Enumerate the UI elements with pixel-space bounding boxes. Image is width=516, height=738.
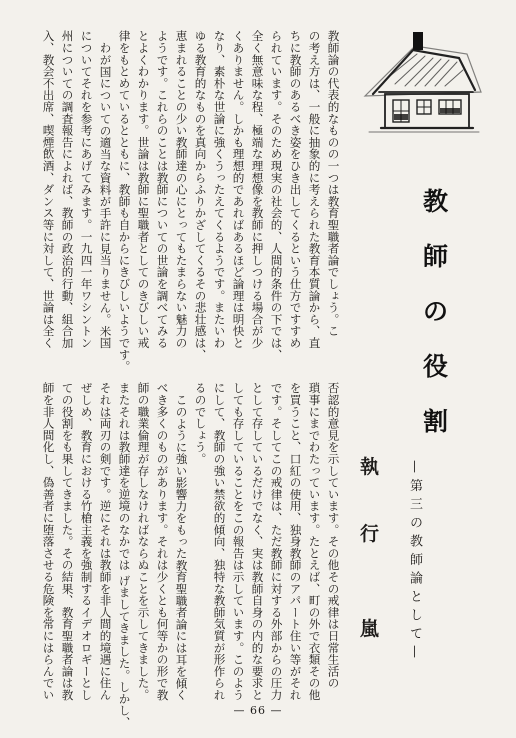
body-line: として存しているだけでなく、実は教師自身の内的な要求と: [250, 382, 265, 701]
body-line: 否認的意見を示しています。その他その戒律は日常生活の: [326, 382, 341, 689]
body-line: なり、素朴な世論に強くうったえてくるようです。またいわ: [212, 30, 227, 349]
body-line: 州についての調査報告によれば、教師の政治的行動、組合加: [60, 30, 75, 349]
body-line: わが国についての適当な資料が手許に見当りません。米国: [98, 42, 113, 349]
body-line: ちに教師のあるべき姿をひき出してくるという仕方ですすめ: [288, 30, 303, 349]
body-line: 全く無意味な程、極端な理想像を教師に押しつける場合が少: [250, 30, 265, 349]
body-line: についてそれを参考にあげてみます。一九四一年ワシントン: [79, 30, 94, 349]
author-char: 執: [360, 456, 380, 478]
title-char: 役: [423, 352, 449, 381]
author-char: 嵐: [360, 618, 380, 640]
body-line: 律をもとめているとともに、教師も自からにきびしいようです。: [117, 30, 132, 373]
body-line: 教師論の代表的なものの一つは教育聖職者論でしょう。こ: [326, 30, 341, 337]
house-sketch-icon: [355, 28, 485, 138]
body-line: このように強い影響力をもった教育聖職者論には耳を傾く: [174, 394, 189, 701]
body-line: 瑣事にまでわたっています。たとえば、町の外で衣類その他: [307, 382, 322, 701]
article-subtitle: —第三の教師論として—: [407, 460, 422, 664]
body-line: ての役割をも果してきました。その結果、教育聖職者論は教: [60, 382, 75, 701]
body-line: るのでしょう。: [193, 382, 208, 465]
title-char: の: [423, 297, 449, 326]
body-line: べき多くのものがあります。それは少くとも何等かの形で教: [155, 382, 170, 701]
body-line: またそれは教師達を逆境のなかでは げましてきました。しかし、: [117, 382, 132, 729]
body-line: 恵まれることの少い教師達の心にとってもたまらない魅力の: [174, 30, 189, 349]
body-line: です。そしてこの戒律は、ただ教師に対する外部からの圧力: [269, 382, 284, 701]
body-line: 入、教会不出席、喫煙飲酒、ダンス等に対して、世論は全く: [41, 30, 56, 349]
author-char: 行: [360, 523, 380, 545]
body-line: 師を非人間化し、偽善者に堕落させる危険を常にはらんでい: [41, 382, 56, 701]
body-line: ゆる教育的なものを真向からふりかざしてくるその悲壮感は、: [193, 30, 208, 361]
body-line: を買うこと、口紅の使用、独身教師のアパート住い等がそれ: [288, 382, 303, 701]
body-line: にして、教師の強い禁欲的傾向、独特な教師気質が形作られ: [212, 382, 227, 701]
body-line: ようです。これらのことは教師についての世論を調べてみる: [155, 30, 170, 349]
title-char: 師: [423, 242, 449, 271]
page-number: — 66 —: [233, 704, 283, 717]
title-char: 割: [423, 407, 449, 436]
body-line: それは両刃の剣です。逆にそれは教師を非人間的境遇に住ん: [98, 382, 113, 701]
body-line: 師の職業倫理が存しなければならぬことを示してきました。: [136, 382, 151, 701]
body-line: ぜしめ、教育における竹槍主義を強制するイデオロギーとし: [79, 382, 94, 701]
body-line: しても存していることをこの報告は示しています。このよう: [231, 382, 246, 701]
body-line: とよくわかります。世論は教師に聖職者としてのきびしい戒: [136, 30, 151, 349]
body-line: の考え方は、一般に抽象的に考えられた教育本質論から、直: [307, 30, 322, 349]
body-line: られています。そのため現実の社会的、人間的条件の下では、: [269, 30, 284, 361]
title-char: 教: [423, 187, 449, 216]
body-line: くありません。しかも理想的であればあるほど論理は明快と: [231, 30, 246, 349]
